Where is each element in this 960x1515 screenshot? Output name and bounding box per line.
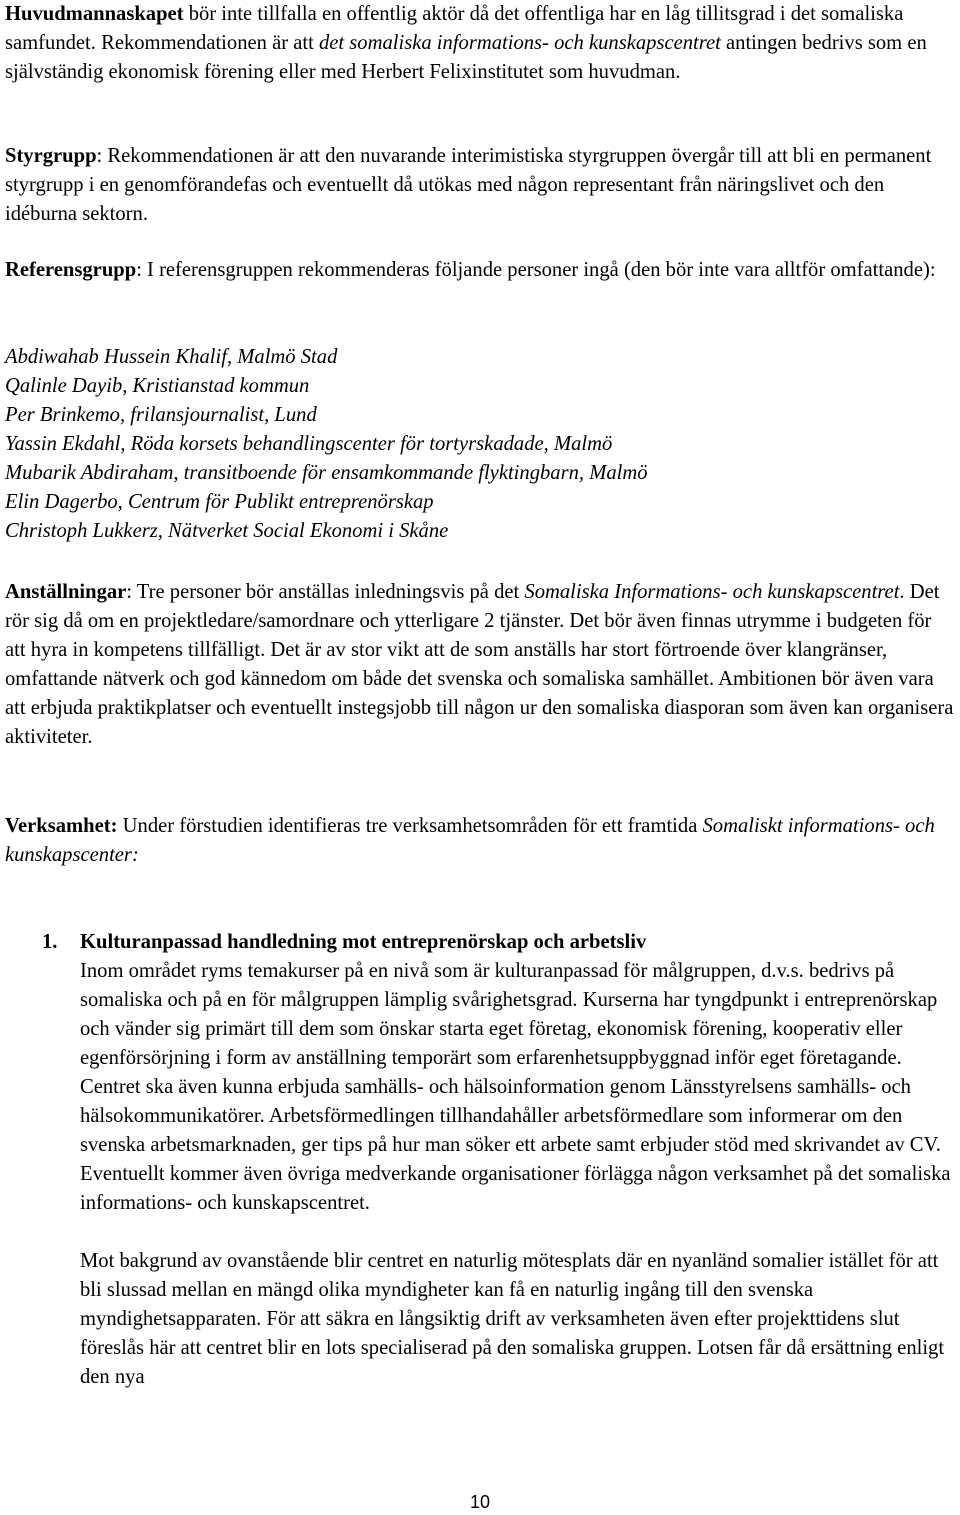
list-item: Per Brinkemo, frilansjournalist, Lund [5, 404, 317, 426]
list-item: Qalinle Dayib, Kristianstad kommun [5, 375, 310, 397]
list-item: Yassin Ekdahl, Röda korsets behandlingscenter för tortyrskadade, Malmö [5, 433, 613, 455]
heading-referensgrupp: Referensgrupp [5, 259, 137, 281]
list-item [5, 928, 955, 1392]
paragraph-huvudmannaskap [5, 0, 955, 87]
text: Under förstudien identifieras tre verksamhetsområden för ett framtida [117, 815, 703, 837]
text: . Det rör sig då om en projektledare/samordnare och ytterligare 2 tjänster. Det bör även finnas utrymme i budgeten för att hyra in kompetens tillfälligt. Det är av stor vikt att de som anställs har stort förtroende över klangränser, omfattande nätverk och god kännedom om både det svenska och somaliska samhället. Ambitionen bör även vara att erbjuda praktikplatser och eventuellt instegsjobb till någon ur den somaliska diasporan som även kan organisera aktiviteter. [5, 581, 954, 748]
paragraph-anstallningar [5, 578, 955, 752]
text: : I referensgruppen rekommenderas följande personer ingå (den bör inte vara alltför omfattande): [136, 259, 936, 281]
list-item-body [80, 928, 955, 1392]
italic-text: det somaliska informations- och kunskapscentret [318, 32, 721, 54]
text: : Tre personer bör anställas inledningsvis på det [126, 581, 525, 603]
heading-huvudmannaskap: Huvudmannaskapet [5, 3, 184, 25]
paragraph-referensgrupp [5, 256, 955, 285]
list-item: Christoph Lukkerz, Nätverket Social Ekonomi i Skåne [5, 520, 449, 542]
list-item-text: Inom området ryms temakurser på en nivå som är kulturanpassad för målgruppen, d.v.s. bedrivs på somaliska och på en för målgruppen lämplig svårighetsgrad. Kurserna har tyngdpunkt i entreprenörskap och vänder sig primärt till dem som önskar starta eget företag, ekonomisk förening, kooperativ eller egenförsörjning i form av anställning temporärt som erfarenhetsuppbyggnad inför eget företagande. Centret ska även kunna erbjuda samhälls- och hälsoinformation genom Länsstyrelsens samhälls- och hälsokommunikatörer. Arbetsförmedlingen tillhandahåller arbetsförmedlare som informerar om den svenska arbetsmarknaden, ger tips på hur man söker ett arbete samt erbjuder stöd med skrivandet av CV. Eventuellt kommer även övriga medverkande organisationer förlägga någon verksamhet på det somaliska informations- och kunskapscentret. [80, 960, 951, 1214]
heading-styrgrupp: Styrgrupp [5, 145, 97, 167]
list-item: Mubarik Abdiraham, transitboende för ensamkommande flyktingbarn, Malmö [5, 462, 648, 484]
list-number: 1. [42, 931, 58, 953]
italic-text: Somaliska Informations- och kunskapscentret [524, 581, 900, 603]
reference-group-list [5, 343, 955, 546]
page-number: 10 [469, 1492, 491, 1512]
text: antingen bedrivs som en självständig ekonomisk förening eller med Herbert Felixinstitutet som huvudman. [5, 32, 927, 83]
italic-text: Somaliskt informations- och kunskapscenter: [5, 815, 935, 866]
paragraph-styrgrupp [5, 142, 955, 229]
heading-verksamhet: Verksamhet: [5, 815, 118, 837]
list-item-title: Kulturanpassad handledning mot entreprenörskap och arbetsliv [80, 931, 647, 953]
list-item-text: Mot bakgrund av ovanstående blir centret en naturlig mötesplats där en nyanländ somalier istället för att bli slussad mellan en mängd olika myndigheter kan få en naturlig ingång till den svenska myndighetsapparaten. För att säkra en långsiktig drift av verksamheten även efter projekttidens slut föreslås här att centret blir en lots specialiserad på den somaliska gruppen. Lotsen får då ersättning enligt den nya [80, 1250, 945, 1388]
list-item: Elin Dagerbo, Centrum för Publikt entreprenörskap [5, 491, 434, 513]
text: : Rekommendationen är att den nuvarande interimistiska styrgruppen övergår till att bli en permanent styrgrupp i en genomförandefas och eventuellt då utökas med någon representant från näringslivet och den idéburna sektorn. [5, 145, 932, 225]
heading-anstallningar: Anställningar [5, 581, 127, 603]
text: bör inte tillfalla en offentlig aktör då det offentliga har en låg tillitsgrad i det somaliska samfundet. Rekommendationen är att [5, 3, 904, 54]
list-item: Abdiwahab Hussein Khalif, Malmö Stad [5, 346, 338, 368]
paragraph-verksamhet [5, 812, 955, 870]
